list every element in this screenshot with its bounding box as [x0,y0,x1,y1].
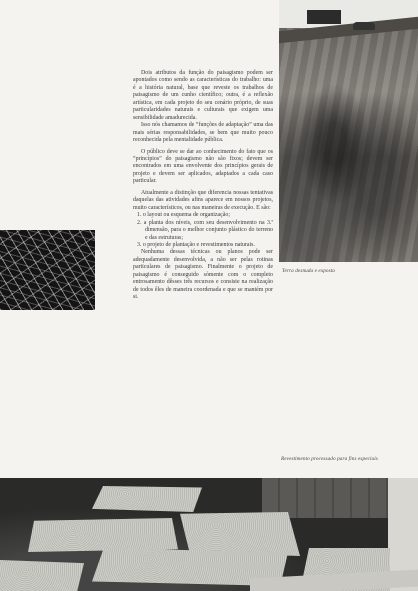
paving-stone [28,518,178,552]
eroded-earth-photo [279,0,418,262]
stepping-stones-photo [0,478,418,591]
paving-stone [92,486,202,512]
list-item: 2. a planta dos níveis, com seu desenvolvimento na 3.ª dimensão, para o melhor conjunto plástico do terreno e das estruturas; [137,219,273,241]
article-paragraph-3: O público deve se dar ao conhecimento do fato que os “princípios” do paisagismo não são fixos; devem ser encontrados em uma envolvente dos princípios gerais de projeto e devem ser aplicados, adaptados a cada caso particular. [133,148,273,185]
list-item: 1. o layout ou esquema de organização; [137,212,230,219]
article-body [133,70,273,302]
article-paragraph-1: Dois atributos da função do paisagismo podem ser apontados como sendo as características do trabalho: uma é a história natural, base que reveste os trabalhos de paisagismo de um cunho científico; outra, é a reflexão artística, em cada projeto do seu cenário próprio, de suas particularidades naturais e culturais que exigem uma sensibilidade amadurecida. [133,70,273,121]
article-paragraph-2: Isso nós chamamos de “funções de adaptação” uma das mais sérias responsabilidades, se bem que muito pouco reconhecida pela mentalidade pública. [133,122,273,144]
caption-stones: Revestimento processado para fins especiais [281,456,378,462]
photo-car [353,22,375,30]
paving-stone [0,560,84,591]
photo-building [307,10,341,24]
paving-stone [180,512,300,556]
caption-earth: Terra desnuda e exposta [282,268,335,274]
grass-texture-photo [0,230,95,310]
list-item: 3. o projeto de plantação e revestimentos naturais. [137,241,255,248]
article-paragraph-5: Nenhuma dessas técnicas ou planos pode ser adequadamente desenvolvida, a não ser pelas rotinas particulares de paisagismo. Finalmente o projeto de paisagismo é conseguido sòmente com o completo entrosamento dêsses três recursos e consiste na realização de todos êles de maneira coordenada e que se mantém por si. [133,249,273,301]
article-list [133,212,273,249]
article-paragraph-4: Atualmente a distinção que diferencia nossas tentativas daquelas das atividades afins aparece em nossos projetos, muito característicos, ou nas maneiras de execução. E são: [133,189,273,211]
